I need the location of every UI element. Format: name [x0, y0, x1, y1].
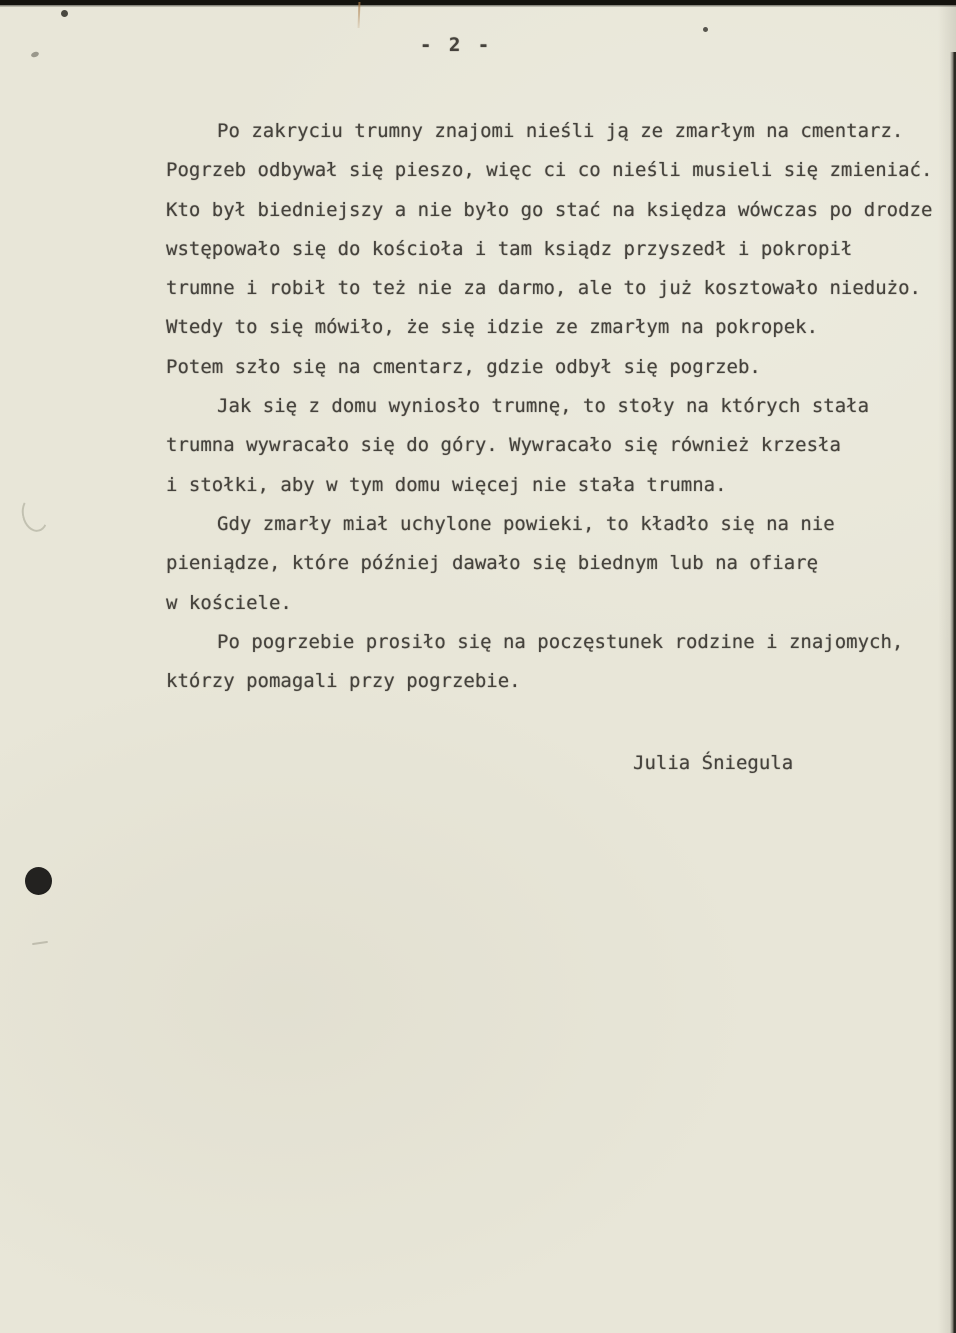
text-line: Wtedy to się mówiło, że się idzie ze zmarłym na pokropek.	[166, 316, 819, 339]
typewritten-text	[166, 112, 952, 701]
text-line: trumne i robił to też nie za darmo, ale to już kosztowało niedużo.	[166, 277, 921, 300]
text-line: wstępowało się do kościoła i tam ksiądz przyszedł i pokropił	[166, 237, 853, 260]
ink-speck	[30, 51, 39, 58]
text-line: Po pogrzebie prosiło się na poczęstunek rodzine i znajomych,	[217, 630, 904, 653]
text-line: i stołki, aby w tym domu więcej nie stała trumna.	[166, 473, 727, 496]
signature: Julia Śniegula	[633, 752, 794, 774]
text-line: trumna wywracało się do góry. Wywracało się również krzesła	[166, 434, 841, 457]
text-line: pieniądze, które później dawało się biednym lub na ofiarę	[166, 552, 819, 575]
text-line: Kto był biedniejszy a nie było go stać na księdza wówczas po drodze	[166, 198, 933, 221]
text-line: Po zakryciu trumny znajomi nieśli ją ze zmarłym na cmentarz.	[217, 120, 904, 142]
text-line: Gdy zmarły miał uchylone powieki, to kładło się na nie	[217, 512, 835, 535]
ink-speck	[61, 10, 68, 17]
text-line: w kościele.	[166, 591, 292, 614]
faint-pencil-mark	[19, 494, 52, 535]
text-line: Pogrzeb odbywał się pieszo, więc ci co nieśli musieli się zmieniać.	[166, 159, 933, 182]
page-number: - 2 -	[420, 34, 493, 56]
paper-fiber-mark	[358, 2, 361, 28]
text-line: którzy pomagali przy pogrzebie.	[166, 670, 521, 693]
scratch-mark	[32, 941, 48, 945]
text-line: Jak się z domu wyniosło trumnę, to stoły na których stała	[217, 395, 870, 418]
ink-speck	[703, 27, 708, 32]
text-line: Potem szło się na cmentarz, gdzie odbył się pogrzeb.	[166, 355, 761, 378]
hole-punch-mark	[25, 867, 52, 895]
scan-edge-top-strip	[0, 0, 956, 7]
